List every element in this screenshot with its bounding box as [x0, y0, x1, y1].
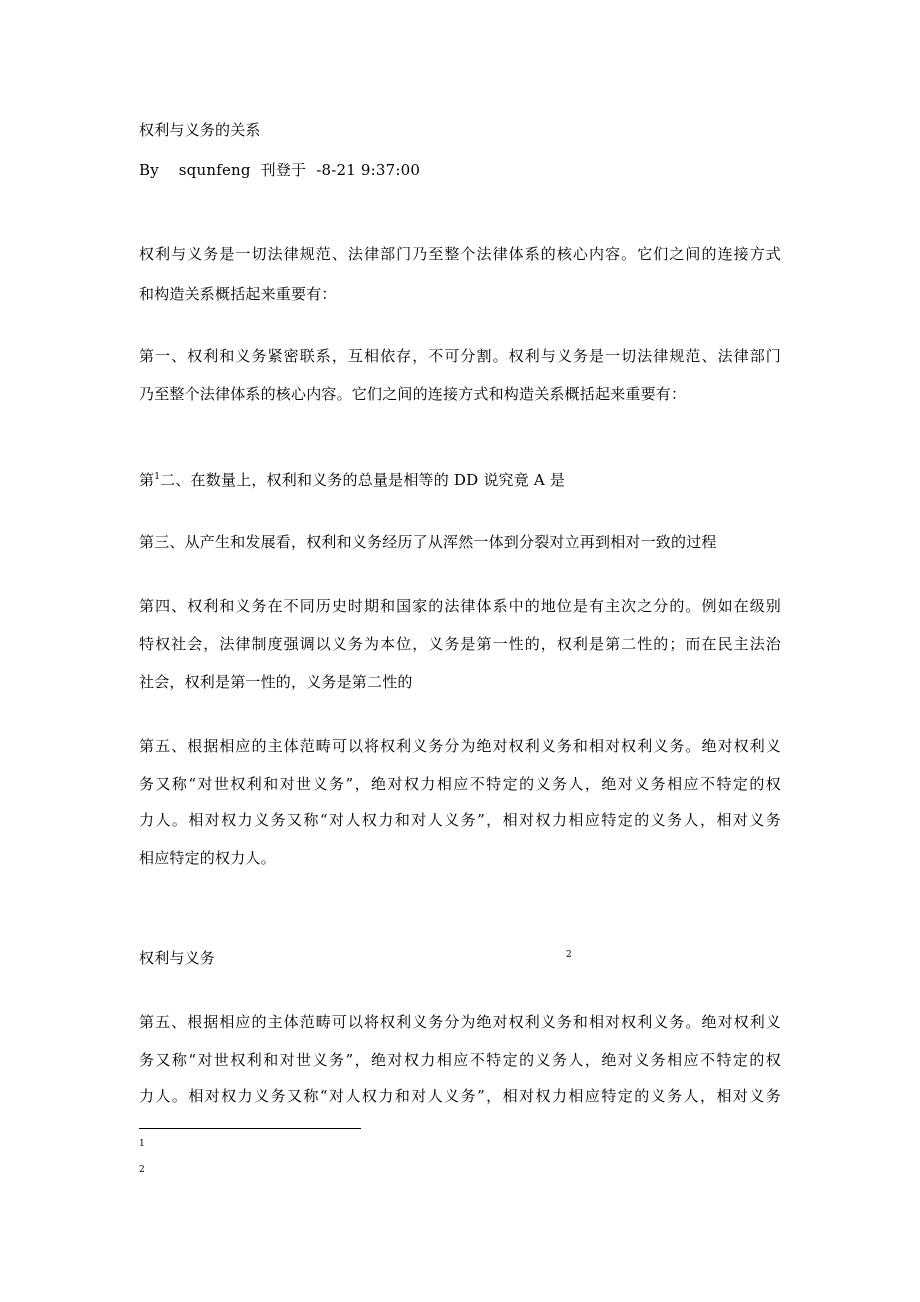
para5-line-1: 第五、根据相应的主体范畴可以将权利义务分为绝对权利义务和相对权利义务。绝对权利义 [139, 737, 781, 755]
footnote-ref-2[interactable]: 2 [566, 950, 572, 960]
footnote-1: 1 [139, 1139, 145, 1149]
document-title: 权利与义务的关系 [139, 121, 261, 139]
para3-line-1: 第三、从产生和发展看，权利和义务经历了从浑然一体到分裂对立再到相对一致的过程 [139, 533, 717, 551]
footnote-ref-1[interactable]: 1 [154, 472, 161, 482]
byline-by: By [139, 161, 159, 179]
intro-line-2: 和构造关系概括起来重要有： [139, 285, 337, 303]
byline-date: -8-21 9:37:00 [316, 161, 421, 179]
para1-line-1: 第一、权利和义务紧密联系，互相依存，不可分割。权利与义务是一切法律规范、法律部门 [139, 347, 781, 365]
footnote-2: 2 [139, 1165, 145, 1175]
para4-line-2: 特权社会，法律制度强调以义务为本位，义务是第一性的，权利是第二性的；而在民主法治 [139, 635, 781, 653]
section2-heading: 权利与义务 [139, 949, 216, 967]
para2-line [139, 470, 565, 490]
byline-posted: 刊登于 [260, 161, 307, 179]
para4-line-3: 社会，权利是第一性的，义务是第二性的 [139, 673, 413, 691]
byline [139, 160, 420, 180]
para6-line-1: 第五、根据相应的主体范畴可以将权利义务分为绝对权利义务和相对权利义务。绝对权利义 [139, 1013, 781, 1031]
para2-prefix: 第 [139, 471, 155, 489]
para4-line-1: 第四、权利和义务在不同历史时期和国家的法律体系中的地位是有主次之分的。例如在级别 [139, 597, 781, 615]
para6-line-2: 务又称“对世权利和对世义务”，绝对权力相应不特定的义务人，绝对义务相应不特定的权 [139, 1051, 781, 1069]
footnote-separator [139, 1128, 361, 1129]
para2-text: 二、在数量上，权利和义务的总量是相等的 DD 说究竟 A 是 [160, 471, 566, 489]
para1-line-2: 乃至整个法律体系的核心内容。它们之间的连接方式和构造关系概括起来重要有： [139, 385, 687, 403]
para5-line-2: 务又称“对世权利和对世义务”，绝对权力相应不特定的义务人，绝对义务相应不特定的权 [139, 775, 781, 793]
para5-line-4: 相应特定的权力人。 [139, 849, 276, 867]
byline-author: squnfeng [178, 161, 251, 179]
para5-line-3: 力人。相对权力义务又称“对人权力和对人义务”，相对权力相应特定的义务人，相对义务 [139, 811, 781, 829]
intro-line-1: 权利与义务是一切法律规范、法律部门乃至整个法律体系的核心内容。它们之间的连接方式 [139, 245, 781, 263]
para6-line-3: 力人。相对权力义务又称“对人权力和对人义务”，相对权力相应特定的义务人，相对义务 [139, 1087, 781, 1105]
